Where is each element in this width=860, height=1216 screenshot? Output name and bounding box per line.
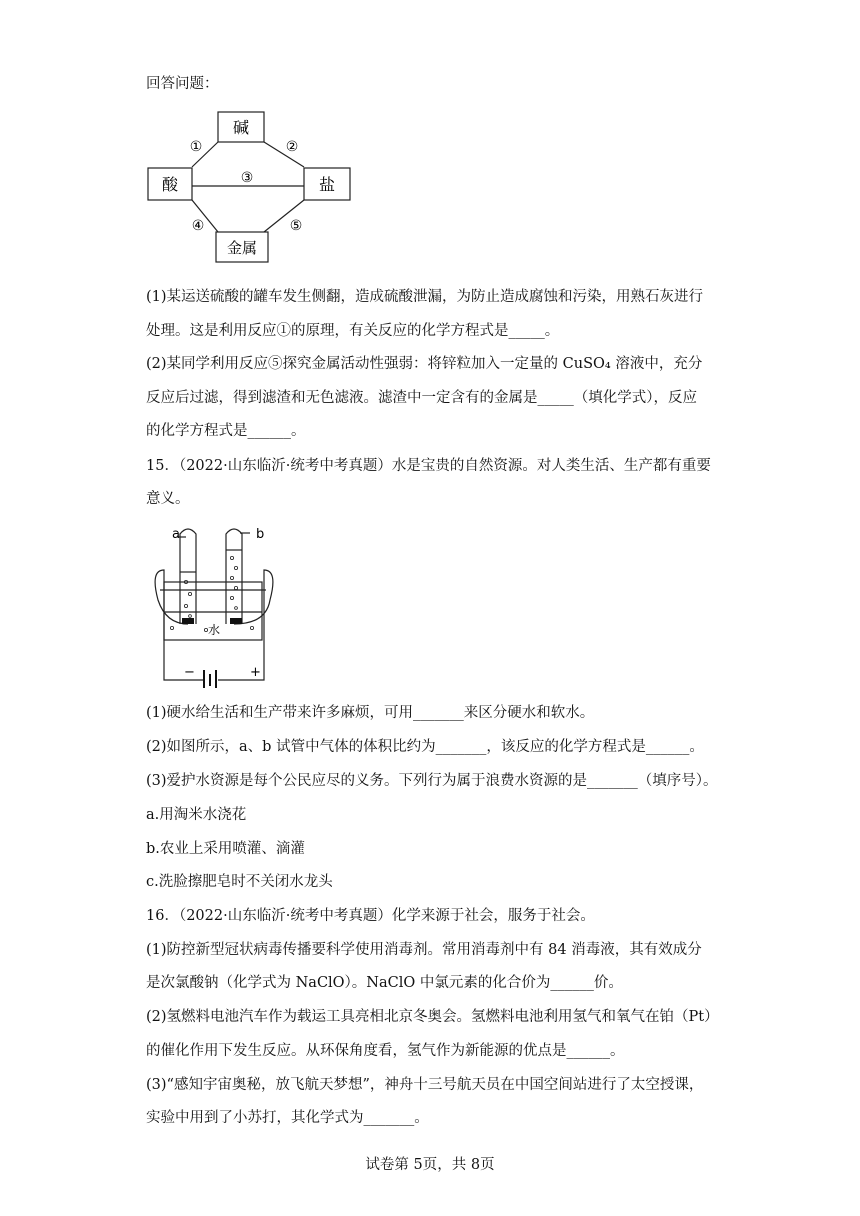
q15-p1: (1)硬水给生活和生产带来许多麻烦，可用_______来区分硬水和软水。 <box>146 705 595 721</box>
label-a: a <box>172 527 180 542</box>
marker-5: ⑤ <box>289 218 303 234</box>
q15-option-a: a.用淘米水浇花 <box>146 807 247 823</box>
q15-stem-line2: 意义。 <box>146 491 190 507</box>
box-metal-label: 金属 <box>226 239 258 257</box>
marker-4: ④ <box>191 218 205 234</box>
q15-option-c: c.洗脸擦肥皂时不关闭水龙头 <box>146 874 333 890</box>
q14-p1-line2: 处理。这是利用反应①的原理，有关反应的化学方程式是_____。 <box>146 323 560 339</box>
marker-2: ② <box>285 139 299 155</box>
marker-3: ③ <box>240 170 254 186</box>
relation-diagram <box>146 108 356 268</box>
q14-p2-line1: (2)某同学利用反应⑤探究金属活动性强弱：将锌粒加入一定量的 CuSO₄ 溶液中，充分 <box>146 356 703 372</box>
intro-text: 回答问题： <box>146 76 219 92</box>
q14-p2-line3: 的化学方程式是______。 <box>146 423 306 439</box>
q16-p1-line1: (1)防控新型冠状病毒传播要科学使用消毒剂。常用消毒剂中有 84 消毒液，其有效成分 <box>146 942 702 958</box>
label-b: b <box>256 527 265 542</box>
q16-p3-line1: (3)“感知宇宙奥秘，放飞航天梦想”，神舟十三号航天员在中国空间站进行了太空授课， <box>146 1077 704 1093</box>
marker-1: ① <box>189 139 203 155</box>
q16-p2-line1: (2)氢燃料电池汽车作为载运工具亮相北京冬奥会。氢燃料电池利用氢气和氧气在铂（Pt） <box>146 1009 719 1025</box>
q15-stem-line1: 15．（2022·山东临沂·统考中考真题）水是宝贵的自然资源。对人类生活、生产都有重要 <box>146 458 711 474</box>
q16-p3-line2: 实验中用到了小苏打，其化学式为_______。 <box>146 1110 429 1126</box>
positive-terminal: + <box>250 665 261 680</box>
q15-option-b: b.农业上采用喷灌、滴灌 <box>146 841 305 857</box>
q16-stem: 16．（2022·山东临沂·统考中考真题）化学来源于社会，服务于社会。 <box>146 908 595 924</box>
negative-terminal: − <box>184 665 195 680</box>
box-salt-label: 盐 <box>318 175 336 194</box>
q15-p2: (2)如图所示，a、b 试管中气体的体积比约为_______，该反应的化学方程式是______。 <box>146 739 704 755</box>
q16-p1-line2: 是次氯酸钠（化学式为 NaClO）。NaClO 中氯元素的化合价为______价。 <box>146 975 623 991</box>
box-acid-label: 酸 <box>161 175 179 194</box>
page-footer: 试卷第 5页，共 8页 <box>365 1157 495 1173</box>
test-tube-b <box>226 529 242 624</box>
q16-p2-line2: 的催化作用下发生反应。从环保角度看，氢气作为新能源的优点是______。 <box>146 1043 625 1059</box>
test-tube-a <box>180 529 196 624</box>
water-label: 水 <box>208 623 221 637</box>
q15-p3: (3)爱护水资源是每个公民应尽的义务。下列行为属于浪费水资源的是_______（填序号）。 <box>146 773 718 789</box>
q14-p2-line2: 反应后过滤，得到滤渣和无色滤液。滤渣中一定含有的金属是_____（填化学式），反应 <box>146 390 697 406</box>
q14-p1-line1: (1)某运送硫酸的罐车发生侧翻，造成硫酸泄漏，为防止造成腐蚀和污染，用熟石灰进行 <box>146 289 704 305</box>
electrolysis-apparatus <box>146 520 296 688</box>
box-base-label: 碱 <box>232 118 250 137</box>
